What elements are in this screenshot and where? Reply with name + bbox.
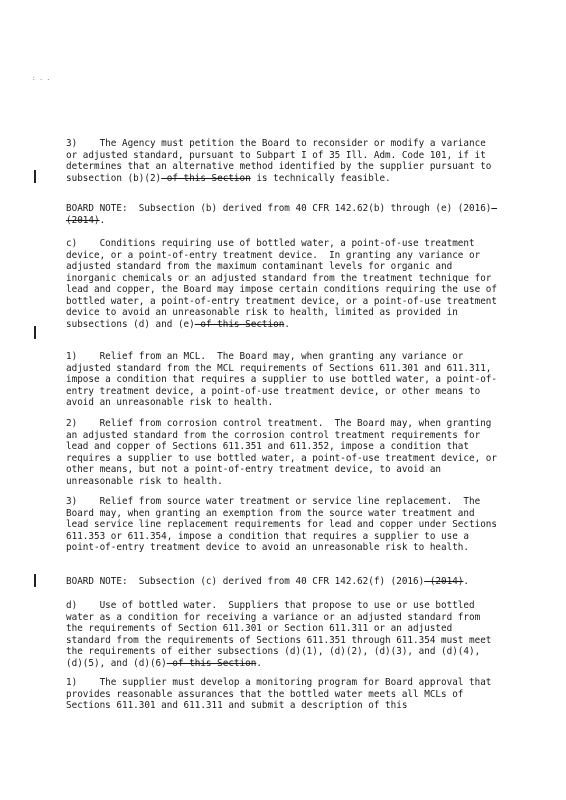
board-note-c: BOARD NOTE: Subsection (c) derived from 40 CFR 142.62(f) (2016) (2014). [66,576,470,587]
paragraph-d1: 1) The supplier must develop a monitoring program for Board approval that provides reasonable assurances that the bottled water meets all MCLs of Sections 611.301 and 611.311 and submit a description of this [66,677,497,711]
scan-corner-marks: : . . [32,75,51,82]
change-bar [34,326,36,339]
paragraph-b3: 3) The Agency must petition the Board to reconsider or modify a variance or adjusted standard, pursuant to Subpart I of 35 Ill. Adm. Code 101, if it determines that an alternative method identified by the supplier pursuant to subsection (b)(2) of this Section is technically feasible. [66,138,497,184]
paragraph-d: d) Use of bottled water. Suppliers that propose to use or use bottled water as a condition for receiving a variance or an adjusted standard from the requirements of Section 611.301 or Section 611.311 or an adjusted standard from the requirements of Sections 611.351 through 611.354 must meet the requirements of either subsections (d)(1), (d)(2), (d)(3), and (d)(4), (d)(5), and (d)(6) of this Section. [66,600,497,669]
paragraph-c1: 1) Relief from an MCL. The Board may, when granting any variance or adjusted standard from the MCL requirements of Sections 611.301 and 611.311, impose a condition that requires a supplier to use bottled water, a point-of-entry treatment device, a point-of-use treatment device, or other means to avoid an unreasonable risk to health. [66,351,497,408]
change-bar [34,574,36,587]
paragraph-c3: 3) Relief from source water treatment or service line replacement. The Board may, when granting an exemption from the source water treatment and lead service line replacement requirements for lead and copper under Sections 611.353 or 611.354, impose a condition that requires a supplier to use a point-of-entry treatment device to avoid an unreasonable risk to health. [66,496,503,553]
board-note-b: BOARD NOTE: Subsection (b) derived from 40 CFR 142.62(b) through (e) (2016) (2014). [66,203,497,226]
paragraph-c: c) Conditions requiring use of bottled water, a point-of-use treatment device, or a point-of-entry treatment device. In granting any variance or adjusted standard from the maximum contaminant levels for organic and inorganic chemicals or an adjusted standard from the treatment technique for lead and copper, the Board may impose certain conditions requiring the use of bottled water, a point-of-entry treatment device, or a point-of-use treatment device to avoid an unreasonable risk to health, limited as provided in subsections (d) and (e) of this Section. [66,238,503,330]
change-bar [34,170,36,183]
paragraph-c2: 2) Relief from corrosion control treatment. The Board may, when granting an adjusted standard from the corrosion control treatment requirements for lead and copper of Sections 611.351 and 611.352, impose a condition that requires a supplier to use bottled water, a point-of-use treatment device, or other means, but not a point-of-entry treatment device, to avoid an unreasonable risk to health. [66,418,503,487]
